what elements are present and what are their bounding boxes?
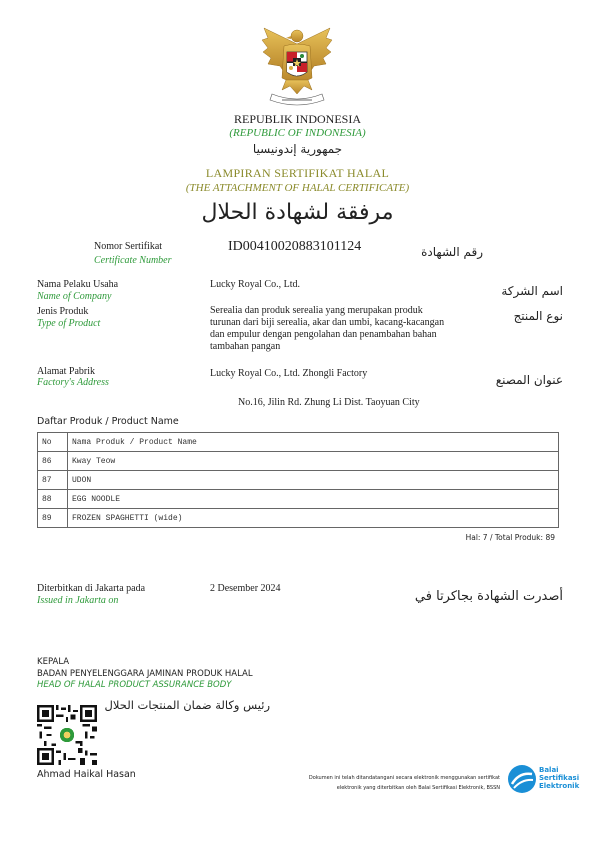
- factory-value-line1: Lucky Royal Co., Ltd. Zhongli Factory: [210, 368, 368, 379]
- factory-label-en: Factory's Address: [37, 377, 109, 388]
- product-list-title: Daftar Produk / Product Name: [37, 416, 179, 427]
- e-sign-note-line1: Dokumen ini telah ditandatangani secara elektronik menggunakan sertifikat: [308, 775, 500, 781]
- row-name: FROZEN SPAGHETTI (wide): [68, 509, 559, 528]
- product-type-value: Serealia dan produk serealia yang merupakan produk turunan dari biji serealia, akar dan umbi, kacang-kacangan dan empulur dengan pengolahan dan penambahan bahan tambahan pangan: [210, 305, 445, 352]
- company-label-ar: اسم الشركة: [501, 284, 563, 298]
- column-header-no: No: [38, 433, 68, 452]
- product-type-label-ar: نوع المنتج: [513, 309, 563, 323]
- qr-code-icon: [37, 705, 97, 765]
- document-title-ar: مرفقة لشهادة الحلال: [201, 200, 394, 225]
- country-name: REPUBLIK INDONESIA: [234, 112, 361, 126]
- row-no: 87: [38, 471, 68, 490]
- company-value: Lucky Royal Co., Ltd.: [210, 279, 300, 290]
- certificate-number-label-en: Certificate Number: [94, 255, 172, 266]
- factory-label-ar: عنوان المصنع: [495, 373, 563, 387]
- certificate-number-label-ar: رقم الشهادة: [421, 245, 483, 259]
- factory-label: Alamat Pabrik: [37, 366, 96, 377]
- issued-date: 2 Desember 2024: [210, 583, 281, 594]
- company-label-en: Name of Company: [37, 291, 112, 302]
- column-header-name: Nama Produk / Product Name: [68, 433, 559, 452]
- table-row: [38, 490, 559, 509]
- row-no: 88: [38, 490, 68, 509]
- document-title-en: (THE ATTACHMENT OF HALAL CERTIFICATE): [185, 182, 410, 194]
- issued-label-ar: أصدرت الشهادة بجاكرتا في: [414, 589, 563, 604]
- e-sign-note-line2: elektronik yang diterbitkan oleh Balai Sertifikasi Elektronik, BSSN: [336, 785, 500, 791]
- bsre-logo-text-3: Elektronik: [539, 782, 580, 790]
- row-name: Kway Teow: [68, 452, 559, 471]
- row-no: 86: [38, 452, 68, 471]
- signatory-agency-ar: رئيس وكالة ضمان المنتجات الحلال: [104, 698, 270, 712]
- product-table: [37, 432, 559, 528]
- signatory-agency-en: HEAD OF HALAL PRODUCT ASSURANCE BODY: [37, 680, 232, 690]
- issued-label: Diterbitkan di Jakarta pada: [37, 583, 146, 594]
- country-name-en: (REPUBLIC OF INDONESIA): [229, 127, 366, 139]
- product-type-label-en: Type of Product: [37, 318, 101, 329]
- row-no: 89: [38, 509, 68, 528]
- certificate-number-label: Nomor Sertifikat: [94, 241, 163, 252]
- certificate-number-value: ID00410020883101124: [228, 239, 362, 254]
- table-row: [38, 452, 559, 471]
- pagination-text: Hal: 7 / Total Produk: 89: [465, 533, 555, 542]
- table-header-row: [38, 433, 559, 452]
- signatory-agency: BADAN PENYELENGGARA JAMINAN PRODUK HALAL: [37, 669, 253, 679]
- signatory-name: Ahmad Haikal Hasan: [37, 769, 136, 780]
- bsre-logo-text-2: Sertifikasi: [539, 774, 580, 782]
- factory-value-line2: No.16, Jilin Rd. Zhung Li Dist. Taoyuan City: [238, 397, 420, 408]
- country-name-ar: جمهورية إندونيسيا: [252, 142, 343, 156]
- garuda-emblem-icon: [258, 24, 336, 108]
- signatory-title: KEPALA: [37, 657, 70, 667]
- table-row: [38, 509, 559, 528]
- issued-label-en: Issued in Jakarta on: [37, 595, 119, 606]
- row-name: UDON: [68, 471, 559, 490]
- bsre-logo-icon: [507, 764, 537, 794]
- document-title: LAMPIRAN SERTIFIKAT HALAL: [205, 166, 390, 180]
- company-label: Nama Pelaku Usaha: [37, 279, 119, 290]
- bsre-logo-text-1: Balai: [539, 766, 559, 774]
- row-name: EGG NOODLE: [68, 490, 559, 509]
- table-row: [38, 471, 559, 490]
- product-type-label: Jenis Produk: [37, 306, 89, 317]
